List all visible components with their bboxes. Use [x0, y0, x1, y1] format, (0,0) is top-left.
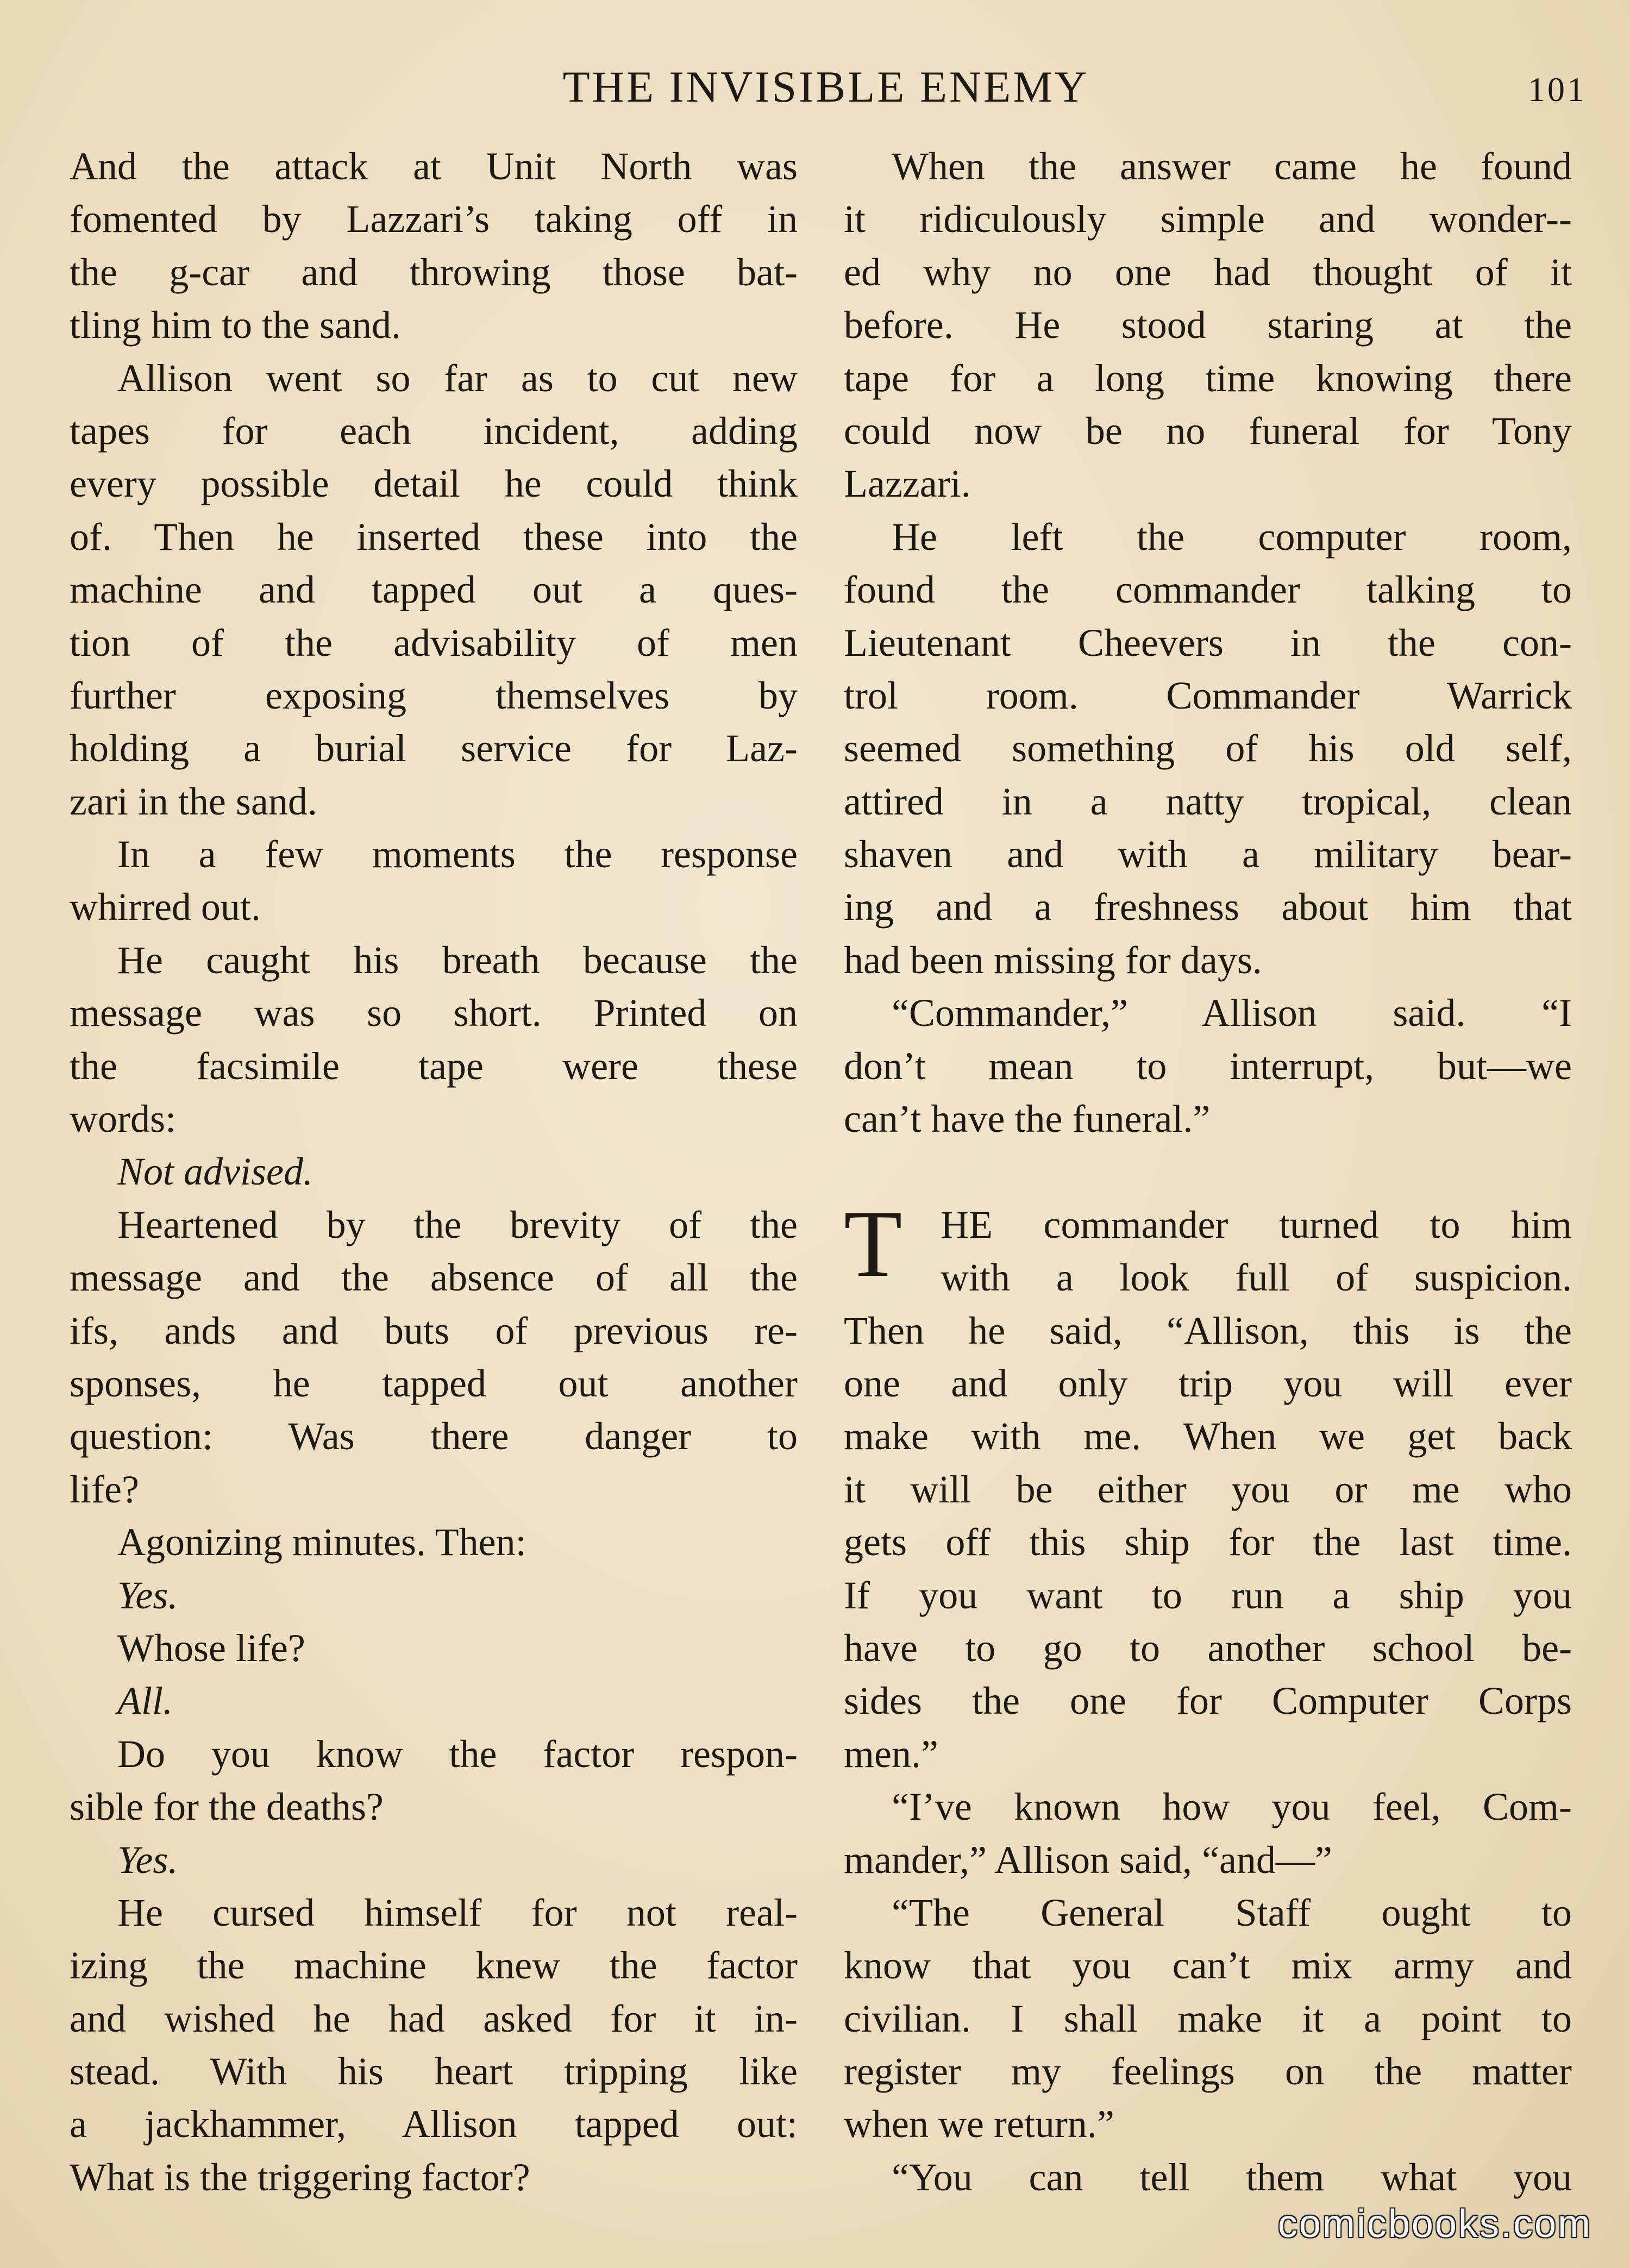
- text-line: ifs, ands and buts of previous re-: [70, 1308, 798, 1352]
- text-line: stead. With his heart tripping like: [70, 2050, 798, 2094]
- text-line: In a few moments the response: [117, 832, 798, 876]
- text-line: Then he said, “Allison, this is the: [844, 1308, 1572, 1352]
- text-line: when we return.”: [844, 2102, 1114, 2146]
- running-header: [65, 60, 1587, 125]
- section-break: [844, 1145, 1572, 1198]
- text-line: words:: [70, 1097, 176, 1141]
- text-line: zari in the sand.: [70, 779, 317, 823]
- text-line: with a look full of suspicion.: [941, 1256, 1572, 1300]
- text-line: Allison went so far as to cut new: [117, 356, 798, 400]
- running-title: THE INVISIBLE ENEMY: [562, 62, 1089, 111]
- text-line: ed why no one had thought of it: [844, 250, 1572, 294]
- text-line: a jackhammer, Allison tapped out:: [70, 2102, 798, 2146]
- italic-text-line: Yes.: [117, 1573, 178, 1617]
- text-line: tion of the advisability of men: [70, 621, 798, 665]
- text-line: mander,” Allison said, “and—”: [844, 1838, 1332, 1882]
- text-line: izing the machine knew the factor: [70, 1944, 798, 1988]
- italic-text-line: Not advised.: [117, 1150, 313, 1194]
- text-line: every possible detail he could think: [70, 462, 798, 506]
- text-line: have to go to another school be-: [844, 1626, 1572, 1670]
- text-line: seemed something of his old self,: [844, 726, 1572, 770]
- text-line: “I’ve known how you feel, Com-: [892, 1785, 1572, 1829]
- text-line: Agonizing minutes. Then:: [117, 1520, 526, 1564]
- text-line: “You can tell them what you: [892, 2155, 1572, 2199]
- text-line: of. Then he inserted these into the: [70, 515, 798, 559]
- text-line: tape for a long time knowing there: [844, 356, 1572, 400]
- text-line: HE commander turned to him: [941, 1202, 1572, 1246]
- text-line: “The General Staff ought to: [892, 1890, 1572, 1934]
- text-line: Lieutenant Cheevers in the con-: [844, 621, 1572, 665]
- text-line: the facsimile tape were these: [70, 1044, 798, 1088]
- text-line: Heartened by the brevity of the: [117, 1202, 798, 1246]
- right-column: [844, 140, 1572, 2204]
- text-line: it ridiculously simple and wonder--: [844, 197, 1572, 241]
- text-line: message and the absence of all the: [70, 1256, 798, 1300]
- text-line: shaven and with a military bear-: [844, 832, 1572, 876]
- text-line: Lazzari.: [844, 462, 971, 506]
- left-column: [70, 140, 798, 2204]
- italic-text-line: Yes.: [117, 1838, 178, 1882]
- text-line: had been missing for days.: [844, 938, 1262, 982]
- text-line: When the answer came he found: [892, 145, 1572, 188]
- text-line: holding a burial service for Laz-: [70, 726, 798, 770]
- text-line: What is the triggering factor?: [70, 2155, 530, 2199]
- text-line: men.”: [844, 1732, 938, 1776]
- text-line: sides the one for Computer Corps: [844, 1679, 1572, 1723]
- text-line: He left the computer room,: [892, 515, 1572, 559]
- text-line: don’t mean to interrupt, but—we: [844, 1044, 1572, 1088]
- section-opening: [844, 1191, 1572, 1305]
- text-line: And the attack at Unit North was: [70, 145, 798, 188]
- text-line: question: Was there danger to: [70, 1414, 798, 1458]
- text-line: trol room. Commander Warrick: [844, 673, 1572, 717]
- text-line: life?: [70, 1467, 139, 1511]
- text-line: “Commander,” Allison said. “I: [892, 991, 1572, 1035]
- text-line: know that you can’t mix army and: [844, 1944, 1572, 1988]
- text-line: whirred out.: [70, 885, 261, 929]
- text-line: ing and a freshness about him that: [844, 885, 1572, 929]
- page-number: 101: [1528, 70, 1587, 109]
- text-line: He cursed himself for not real-: [117, 1890, 798, 1934]
- text-line: gets off this ship for the last time.: [844, 1520, 1572, 1564]
- text-line: further exposing themselves by: [70, 673, 798, 717]
- text-line: civilian. I shall make it a point to: [844, 1996, 1572, 2040]
- text-line: message was so short. Printed on: [70, 991, 798, 1035]
- italic-text-line: All.: [117, 1679, 173, 1723]
- text-line: could now be no funeral for Tony: [844, 409, 1572, 453]
- text-line: He caught his breath because the: [117, 938, 798, 982]
- text-line: attired in a natty tropical, clean: [844, 779, 1572, 823]
- text-line: tling him to the sand.: [70, 303, 401, 347]
- text-line: before. He stood staring at the: [844, 303, 1572, 347]
- text-line: make with me. When we get back: [844, 1414, 1572, 1458]
- watermark: comicbooks.com: [1277, 2202, 1592, 2246]
- text-line: fomented by Lazzari’s taking off in: [70, 197, 798, 241]
- text-line: machine and tapped out a ques-: [70, 568, 798, 612]
- text-line: sible for the deaths?: [70, 1785, 384, 1829]
- text-line: Whose life?: [117, 1626, 305, 1670]
- text-line: sponses, he tapped out another: [70, 1361, 798, 1405]
- drop-cap: T: [844, 1191, 902, 1297]
- text-line: tapes for each incident, adding: [70, 409, 798, 453]
- text-line: the g-car and throwing those bat-: [70, 250, 798, 294]
- text-line: one and only trip you will ever: [844, 1361, 1572, 1405]
- text-line: found the commander talking to: [844, 568, 1572, 612]
- text-line: register my feelings on the matter: [844, 2050, 1572, 2094]
- text-line: and wished he had asked for it in-: [70, 1996, 798, 2040]
- text-line: If you want to run a ship you: [844, 1573, 1572, 1617]
- text-line: Do you know the factor respon-: [117, 1732, 798, 1776]
- text-line: can’t have the funeral.”: [844, 1097, 1211, 1141]
- text-line: it will be either you or me who: [844, 1467, 1572, 1511]
